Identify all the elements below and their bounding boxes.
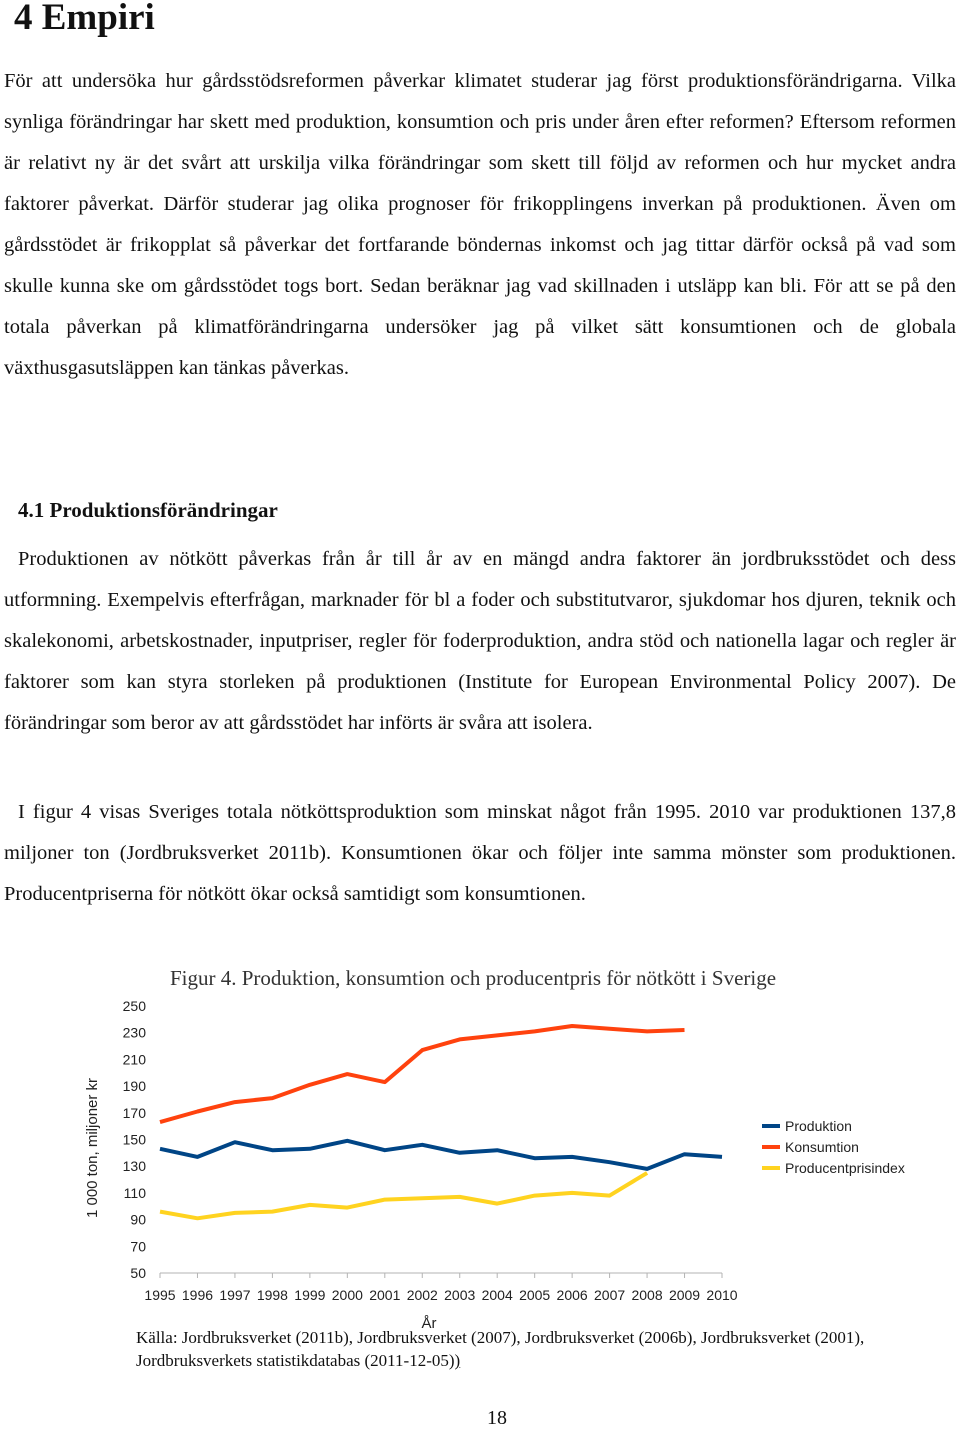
page-number: 18	[487, 1407, 507, 1429]
y-axis-label: 1 000 ton, miljoner kr	[84, 1077, 101, 1219]
y-tick-label: 190	[122, 1078, 146, 1095]
line-chart	[0, 990, 960, 1370]
figure-title: Figur 4. Produktion, konsumtion och producentpris för nötkött i Sverige	[170, 966, 777, 990]
x-tick-label: 2002	[406, 1287, 438, 1303]
series-line-producentprisindex	[160, 1173, 647, 1218]
x-tick-label: 2001	[369, 1287, 401, 1303]
y-tick-label: 70	[130, 1238, 146, 1255]
y-tick-label: 170	[122, 1104, 146, 1121]
chart-legend	[762, 1118, 905, 1176]
series-line-konsumtion	[160, 1026, 685, 1122]
x-tick-label: 2004	[481, 1287, 513, 1303]
x-tick-label: 1996	[181, 1287, 214, 1303]
figure-caption-text: Källa: Jordbruksverket (2011b), Jordbruksverket (2007), Jordbruksverket (2006b), Jordbruksverket (2001), Jordbruksverkets statistikdatabas (2011-12-05)	[136, 1328, 865, 1370]
x-tick-label: 1999	[294, 1287, 326, 1303]
series-line-produktion	[160, 1141, 722, 1169]
x-axis-label: År	[421, 1315, 437, 1332]
legend-label: Produktion	[785, 1118, 852, 1134]
y-tick-label: 250	[122, 998, 146, 1014]
x-tick-label: 2006	[556, 1287, 588, 1303]
y-tick-label: 130	[122, 1158, 146, 1175]
x-tick-label: 2010	[706, 1287, 738, 1303]
figure-caption-trail: )	[454, 1351, 461, 1370]
x-tick-label: 2003	[444, 1287, 476, 1303]
figure-caption	[136, 1326, 936, 1372]
x-tick-label: 1995	[144, 1287, 176, 1303]
chapter-heading: 4 Empiri	[14, 0, 155, 38]
x-tick-label: 2007	[594, 1287, 626, 1303]
section-heading: 4.1 Produktionsförändringar	[18, 498, 278, 522]
x-tick-label: 2000	[331, 1287, 363, 1303]
legend-label: Producentprisindex	[785, 1160, 905, 1176]
section-paragraph-1: Produktionen av nötkött påverkas från år till år av en mängd andra faktorer än jordbruksstödet och dess utformning. Exempelvis efterfrågan, marknader för bl a foder och substitutvaror, sjukdomar hos djuren, teknik och skalekonomi, arbetskostnader, inputpriser, regler för foderproduktion, andra stöd och nationella lagar och regler är faktorer som kan styra storleken på produktionen (Institute for European Environmental Policy 2007). De förändringar som beror av att gårdsstödet har införts är svåra att isolera.	[4, 548, 956, 734]
intro-paragraph: För att undersöka hur gårdsstödsreformen påverkar klimatet studerar jag först produktionsförändrigarna. Vilka synliga förändringar har skett med produktion, konsumtion och pris under åren efter reformen? Eftersom reformen är relativt ny är det svårt att urskilja vilka förändringar som skett till följd av reformen och hur mycket andra faktorer påverkat. Därför studerar jag olika prognoser för frikopplingens inverkan på produktionen. Även om gårdsstödet är frikopplat så påverkar det fortfarande böndernas inkomst och jag tittar därför också på vad som skulle kunna ske om gårdsstödet togs bort. Sedan beräknar jag vad skillnaden i utsläpp kan bli. För att se på den totala påverkan på klimatförändringarna undersöker jag på vilket sätt konsumtionen och de globala växthusgasutsläppen kan tänkas påverkas.	[4, 70, 956, 379]
y-tick-label: 110	[123, 1184, 146, 1201]
y-tick-label: 150	[122, 1131, 146, 1148]
y-tick-label: 50	[130, 1265, 146, 1281]
x-tick-label: 2008	[631, 1287, 663, 1303]
x-tick-label: 2005	[519, 1287, 551, 1303]
y-tick-label: 230	[122, 1024, 146, 1041]
y-tick-label: 210	[122, 1051, 146, 1068]
chart-series	[160, 1026, 722, 1218]
y-tick-label: 90	[130, 1211, 146, 1228]
section-paragraph-2: I figur 4 visas Sveriges totala nötköttsproduktion som minskat något från 1995. 2010 var produktionen 137,8 miljoner ton (Jordbruksverket 2011b). Konsumtionen ökar och följer inte samma mönster som produktionen. Producentpriserna för nötkött ökar också samtidigt som konsumtionen.	[4, 801, 956, 905]
x-tick-label: 1997	[219, 1287, 251, 1303]
x-tick-label: 1998	[256, 1287, 288, 1303]
x-tick-label: 2009	[668, 1287, 701, 1303]
legend-label: Konsumtion	[785, 1139, 859, 1155]
